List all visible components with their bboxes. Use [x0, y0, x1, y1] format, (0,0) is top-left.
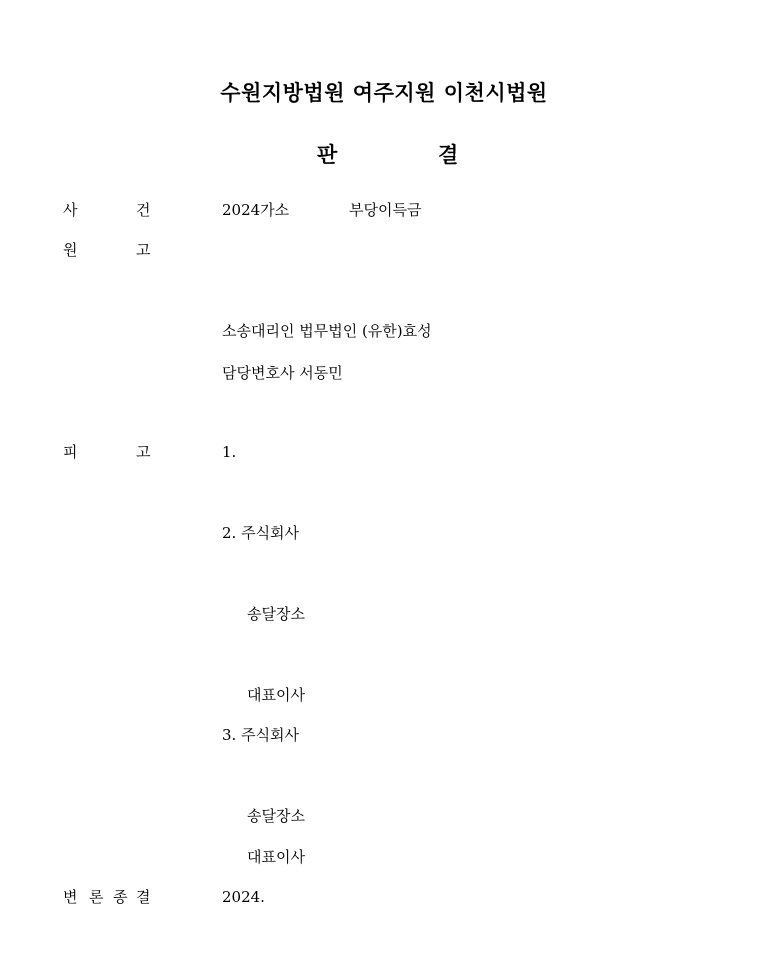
defendant-2-service-address-label: 송달장소 [247, 605, 305, 623]
defendant-2-representative-label: 대표이사 [247, 686, 305, 704]
case-label-2: 건 [136, 201, 151, 219]
defendant-row-1 [0, 440, 768, 464]
conclusion-label-4: 결 [136, 888, 151, 906]
case-label-1: 사 [63, 201, 78, 219]
conclusion-label-1: 변 [63, 888, 78, 906]
conclusion-row [0, 885, 768, 909]
document-heading [0, 139, 768, 167]
heading-char-1: 판 [317, 143, 338, 167]
defendant-2: 2. 주식회사 [222, 524, 300, 542]
court-name: 수원지방법원 여주지원 이천시법원 [220, 81, 548, 105]
defendant-2-rep-row [0, 683, 768, 707]
plaintiff-attorney-row [0, 361, 768, 385]
defendant-row-3 [0, 723, 768, 747]
defendant-3-service-address-label: 송달장소 [247, 807, 305, 825]
plaintiff-counsel: 소송대리인 법무법인 (유한)효성 [222, 322, 432, 340]
defendant-3-service-row [0, 804, 768, 828]
defendant-label-1: 피 [63, 443, 78, 461]
defendant-row-2 [0, 521, 768, 545]
conclusion-label-3: 종 [113, 888, 128, 906]
defendant-2-service-row [0, 602, 768, 626]
defendant-3-rep-row [0, 845, 768, 869]
heading-char-2: 결 [438, 143, 459, 167]
defendant-1: 1. [222, 443, 237, 461]
case-number: 2024가소 [222, 201, 290, 219]
case-name: 부당이득금 [349, 201, 422, 219]
plaintiff-label-2: 고 [136, 241, 151, 259]
conclusion-date: 2024. [222, 888, 265, 906]
plaintiff-row [0, 238, 768, 262]
plaintiff-label-1: 원 [63, 241, 78, 259]
defendant-3-representative-label: 대표이사 [247, 848, 305, 866]
plaintiff-counsel-row [0, 319, 768, 343]
case-row [0, 198, 768, 222]
plaintiff-attorney: 담당변호사 서동민 [222, 364, 343, 382]
defendant-3: 3. 주식회사 [222, 726, 300, 744]
conclusion-label-2: 론 [89, 888, 104, 906]
defendant-label-2: 고 [136, 443, 151, 461]
